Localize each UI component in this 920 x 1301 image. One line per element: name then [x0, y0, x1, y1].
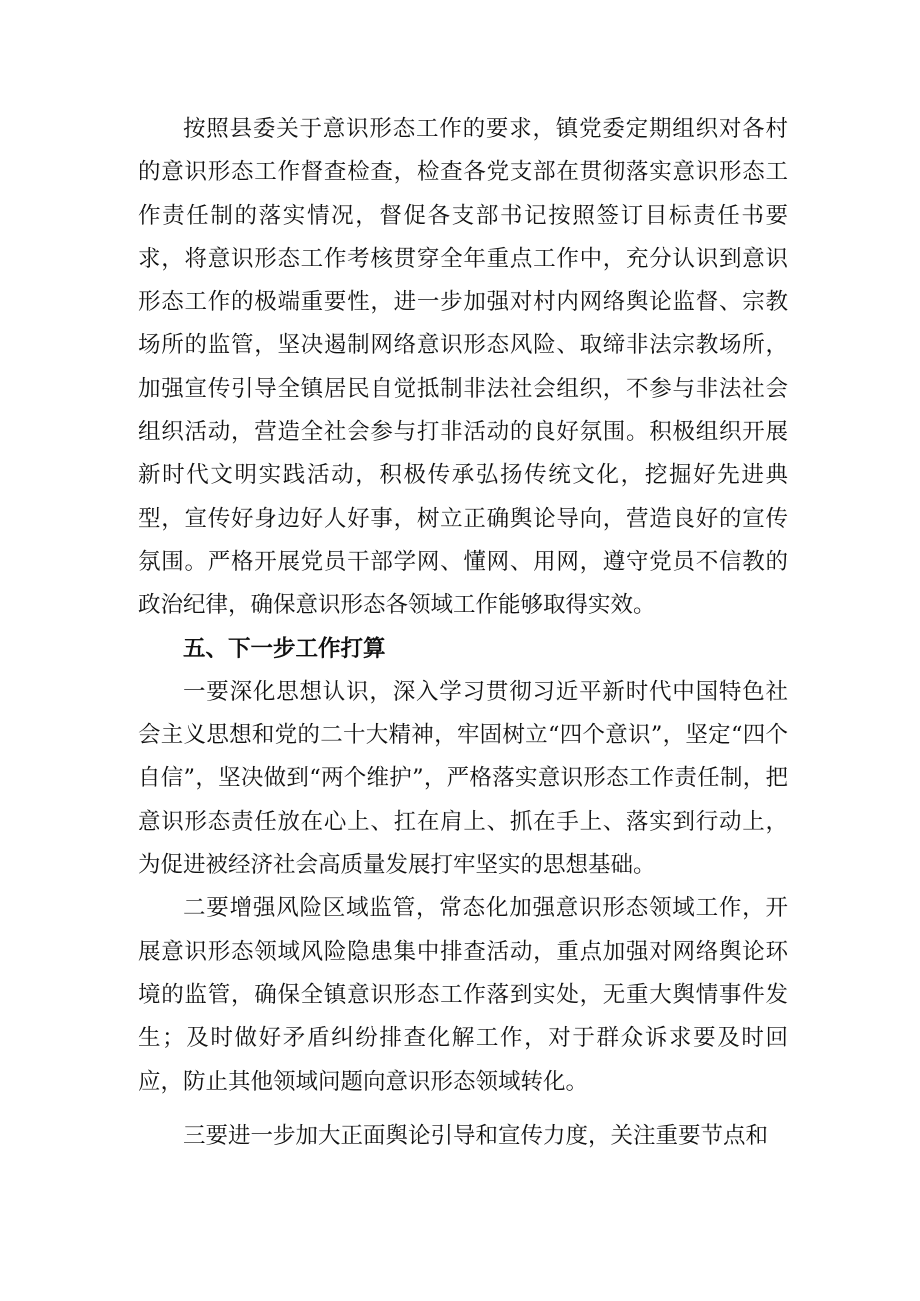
paragraph-supervision: 按照县委关于意识形态工作的要求，镇党委定期组织对各村的意识形态工作督查检查，检查各党支部在贯彻落实意识形态工作责任制的落实情况，督促各支部书记按照签订目标责任书要求，将意识形态工作考核贯穿全年重点工作中，充分认识到意识形态工作的极端重要性，进一步加强对村内网络舆论监督、宗教场所的监管，坚决遏制网络意识形态风险、取缔非法宗教场所，加强宣传引导全镇居民自觉抵制非法社会组织，不参与非法社会组织活动，营造全社会参与打非活动的良好氛围。积极组织开展新时代文明实践活动，积极传承弘扬传统文化，挖掘好先进典型，宣传好身边好人好事，树立正确舆论导向，营造良好的宣传氛围。严格开展党员干部学网、懂网、用网，遵守党员不信教的政治纪律，确保意识形态各领域工作能够取得实效。	[138, 116, 788, 619]
section-heading: 五、下一步工作打算	[183, 635, 386, 662]
paragraph-plan-1: 一要深化思想认识，深入学习贯彻习近平新时代中国特色社会主义思想和党的二十大精神，牢固树立“四个意识”，坚定“四个自信”，坚决做到“两个维护”，严格落实意识形态工作责任制，把意识形态责任放在心上、扛在肩上、抓在手上、落实到行动上，为促进被经济社会高质量发展打牢坚实的思想基础。	[138, 678, 788, 879]
paragraph-plan-2: 二要增强风险区域监管，常态化加强意识形态领域工作，开展意识形态领域风险隐患集中排查活动，重点加强对网络舆论环境的监管，确保全镇意识形态工作落到实处，无重大舆情事件发生；及时做好矛盾纠纷排查化解工作，对于群众诉求要及时回应，防止其他领域问题向意识形态领域转化。	[138, 895, 788, 1095]
document-body	[138, 108, 788, 1158]
paragraph-plan-3: 三要进一步加大正面舆论引导和宣传力度，关注重要节点和	[183, 1122, 769, 1149]
